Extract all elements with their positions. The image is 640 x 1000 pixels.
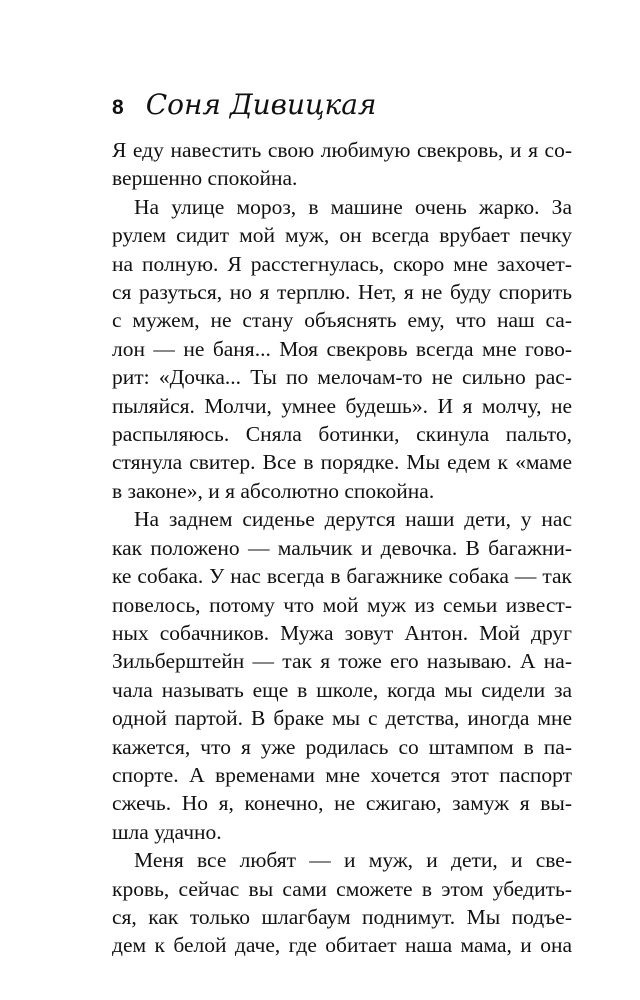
text-line: шла удачно. (112, 819, 222, 844)
page-number: 8 (112, 96, 124, 119)
author-name: Соня Дивицкая (145, 88, 377, 121)
text-line: ных собачников. Мужа зовут Антон. Мой друг (112, 620, 572, 645)
paragraph (112, 846, 572, 960)
text-line: ся разуться, но я терплю. Нет, я не буду спорить (112, 280, 572, 305)
text-line: На заднем сиденье дерутся наши дети, у нас (134, 507, 572, 532)
text-line: рит: «Дочка... Ты по мелочам-то не сильно рас- (112, 365, 572, 390)
text-line: чала называть еще в школе, когда мы сидели за (112, 677, 572, 702)
text-line: Я еду навестить свою любимую свекровь, и я со- (112, 138, 572, 162)
text-line: стянула свитер. Все в порядке. Мы едем к «маме (112, 450, 572, 475)
text-line: повелось, потому что мой муж из семьи извест- (112, 592, 572, 617)
text-line: с мужем, не стану объяснять ему, что наш са- (112, 308, 572, 333)
text-line: кажется, что я уже родилась со штампом в па- (112, 734, 572, 759)
text-line: сжечь. Но я, конечно, не сжигаю, замуж я вы- (112, 791, 572, 816)
text-line: На улице мороз, в машине очень жарко. За (134, 194, 572, 219)
text-line: Меня все любят — и муж, и дети, и све- (134, 848, 572, 873)
text-line: на полную. Я расстегнулась, скоро мне захочет- (112, 251, 572, 276)
text-line: рулем сидит мой муж, он всегда врубает печку (112, 223, 572, 248)
text-line: дем к белой даче, где обитает наша мама, и она (112, 933, 572, 958)
paragraph (112, 193, 572, 505)
text-line: кровь, сейчас вы сами сможете в этом убедить- (112, 876, 572, 901)
text-line: вершенно спокойна. (112, 166, 298, 191)
paragraph (112, 136, 572, 193)
text-line: лон — не баня... Моя свекровь всегда мне гово- (112, 336, 572, 361)
running-header (112, 88, 376, 121)
body-text (112, 136, 572, 960)
text-line: ся, как только шлагбаум поднимут. Мы подъе- (112, 904, 572, 929)
text-line: спорте. А временами мне хочется этот паспорт (112, 762, 572, 787)
text-line: распыляюсь. Сняла ботинки, скинула пальто, (112, 422, 572, 447)
text-line: как положено — мальчик и девочка. В багажни- (112, 535, 572, 560)
text-line: пыляйся. Молчи, умнее будешь». И я молчу, не (112, 393, 572, 418)
text-line: одной партой. В браке мы с детства, иногда мне (112, 706, 572, 731)
text-line: в законе», и я абсолютно спокойна. (112, 478, 435, 503)
text-line: Зильберштейн — так я тоже его называю. А на- (112, 649, 572, 674)
text-line: ке собака. У нас всегда в багажнике собака — так (112, 564, 572, 589)
paragraph (112, 505, 572, 846)
